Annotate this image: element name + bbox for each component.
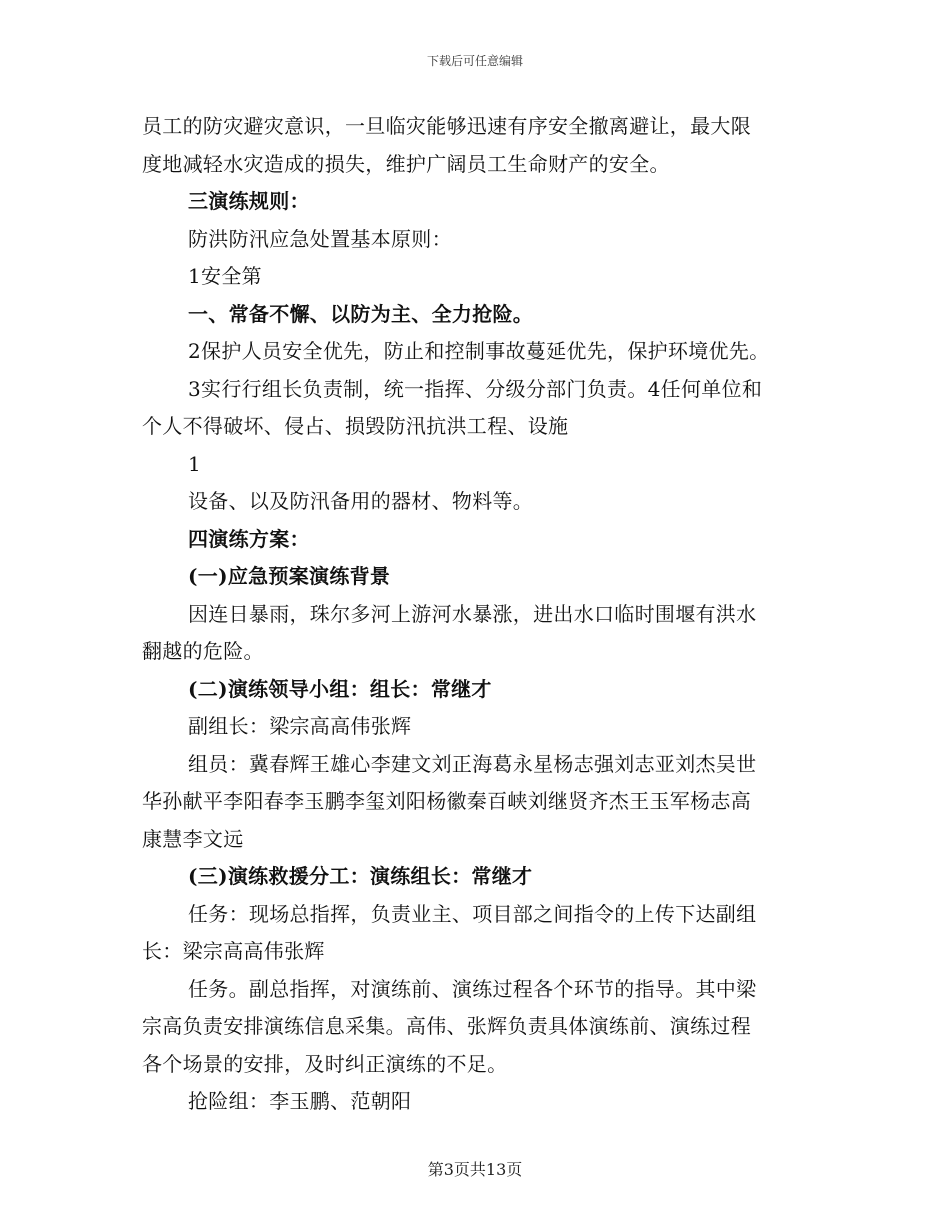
body-text-line: 度地减轻水灾造成的损失，维护广阔员工生命财产的安全。 bbox=[142, 151, 670, 176]
body-text-line: 康慧李文远 bbox=[142, 826, 244, 851]
page-footer: 第3页共13页 bbox=[427, 1160, 523, 1179]
body-text-line: 防洪防汛应急处置基本原则： bbox=[188, 226, 452, 251]
body-text-line: 任务：现场总指挥，负责业主、项目部之间指令的上传下达副组 bbox=[188, 901, 757, 926]
body-text-line: 3实行行组长负责制，统一指挥、分级分部门负责。4任何单位和 bbox=[188, 376, 763, 401]
body-text-line: 长：梁宗高高伟张辉 bbox=[142, 939, 325, 963]
body-text-line: 组员：冀春辉王雄心李建文刘正海葛永星杨志强刘志亚刘杰吴世 bbox=[188, 751, 757, 776]
body-text-line: 华孙献平李阳春李玉鹏李玺刘阳杨徽秦百峡刘继贤齐杰王玉军杨志高 bbox=[142, 789, 751, 813]
body-text-line: 宗高负责安排演练信息采集。高伟、张辉负责具体演练前、演练过程 bbox=[142, 1014, 751, 1038]
body-text-line: 任务。副总指挥，对演练前、演练过程各个环节的指导。其中梁 bbox=[188, 976, 757, 1001]
body-text-line: 副组长：梁宗高高伟张辉 bbox=[188, 714, 412, 738]
body-text-line: 因连日暴雨，珠尔多河上游河水暴涨，进出水口临时围堰有洪水 bbox=[188, 601, 757, 626]
document-body bbox=[142, 108, 808, 1121]
section-heading-line: 三演练规则： bbox=[188, 189, 310, 213]
body-text-line: 个人不得破坏、侵占、损毁防汛抗洪工程、设施 bbox=[142, 414, 569, 438]
section-heading-line: (三)演练救援分工：演练组长：常继才 bbox=[188, 864, 533, 888]
body-text-line: 1安全第 bbox=[188, 264, 262, 288]
section-heading-line: (二)演练领导小组：组长：常继才 bbox=[188, 676, 492, 701]
section-heading-line: (一)应急预案演练背景 bbox=[188, 564, 391, 588]
body-text-line: 2保护人员安全优先，防止和控制事故蔓延优先，保护环境优先。 bbox=[188, 339, 770, 363]
body-text-line: 员工的防灾避灾意识，一旦临灾能够迅速有序安全撤离避让，最大限 bbox=[142, 114, 751, 138]
body-text-line: 翻越的危险。 bbox=[142, 639, 264, 663]
body-text-line: 1 bbox=[188, 451, 202, 476]
body-text-line: 设备、以及防汛备用的器材、物料等。 bbox=[188, 489, 534, 513]
body-text-line: 各个场景的安排，及时纠正演练的不足。 bbox=[142, 1051, 508, 1076]
section-heading-line: 一、常备不懈、以防为主、全力抢险。 bbox=[188, 301, 534, 326]
page-header: 下载后可任意编辑 bbox=[426, 54, 523, 68]
body-text-line: 抢险组：李玉鹏、范朝阳 bbox=[188, 1089, 412, 1113]
section-heading-line: 四演练方案： bbox=[188, 526, 310, 551]
